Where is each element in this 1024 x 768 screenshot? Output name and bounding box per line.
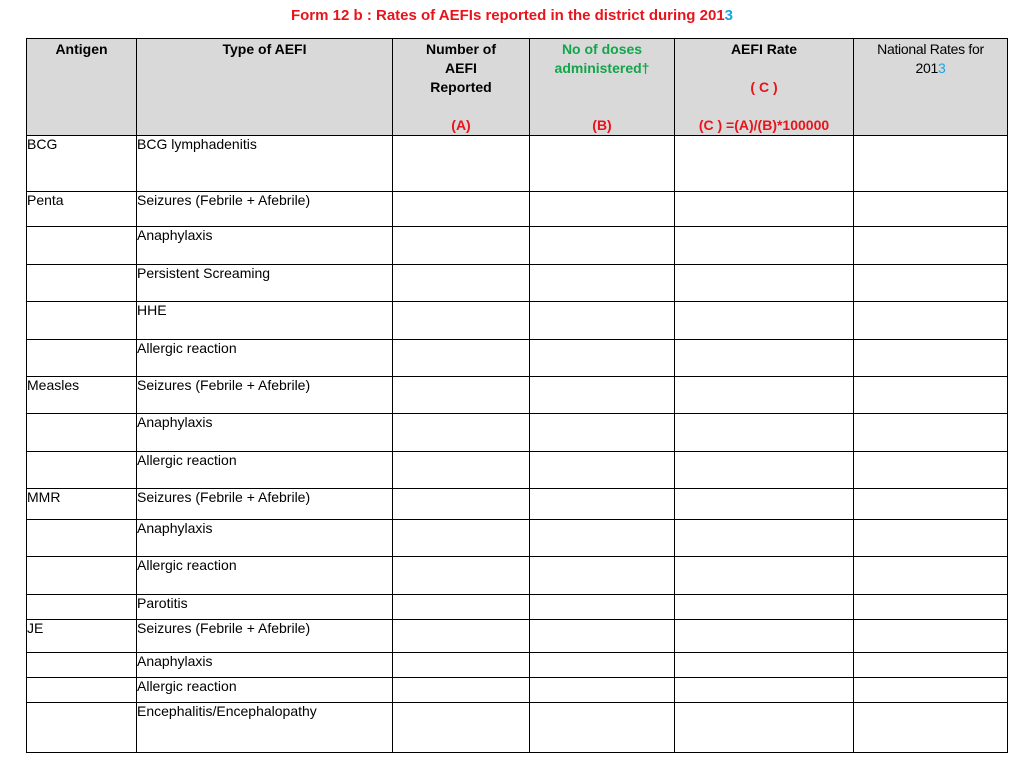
national-rate-cell <box>854 302 1008 340</box>
doses-administered-cell <box>530 678 675 703</box>
form-title-text: Form 12 b : Rates of AEFIs reported in the district during 201 <box>290 7 725 24</box>
national-rate-cell <box>854 340 1008 377</box>
national-rate-cell <box>854 227 1008 265</box>
aefi-type-cell: Allergic reaction <box>137 452 393 489</box>
doses-administered-cell <box>530 595 675 620</box>
header-number-reported <box>393 39 530 136</box>
header-number-line1: Number of <box>426 41 496 57</box>
aefi-type-cell: Persistent Screaming <box>137 265 393 302</box>
antigen-cell <box>27 302 137 340</box>
header-doses-line2: administered† <box>554 60 650 76</box>
aefi-type-cell: BCG lymphadenitis <box>137 136 393 192</box>
aefi-rate-cell <box>675 340 854 377</box>
doses-administered-cell <box>530 414 675 452</box>
table-row <box>27 265 1008 302</box>
header-number-line3: Reported <box>430 79 492 95</box>
aefi-rate-cell <box>675 620 854 653</box>
doses-administered-cell <box>530 557 675 595</box>
number-reported-cell <box>393 414 530 452</box>
aefi-rate-cell <box>675 192 854 227</box>
aefi-type-cell: Anaphylaxis <box>137 227 393 265</box>
number-reported-cell <box>393 703 530 753</box>
header-national-rates <box>854 39 1008 136</box>
header-aefi-rate <box>675 39 854 136</box>
table-row <box>27 620 1008 653</box>
national-rate-cell <box>854 678 1008 703</box>
antigen-cell: BCG <box>27 136 137 192</box>
header-rate-formula: (C ) =(A)/(B)*100000 <box>698 117 830 133</box>
doses-administered-cell <box>530 192 675 227</box>
header-national-year-digit: 3 <box>937 60 946 76</box>
number-reported-cell <box>393 595 530 620</box>
aefi-type-cell: Parotitis <box>137 595 393 620</box>
national-rate-cell <box>854 192 1008 227</box>
aefi-rate-cell <box>675 377 854 414</box>
antigen-cell <box>27 520 137 557</box>
table-row <box>27 557 1008 595</box>
national-rate-cell <box>854 489 1008 520</box>
number-reported-cell <box>393 452 530 489</box>
header-row <box>27 39 1008 136</box>
doses-administered-cell <box>530 136 675 192</box>
aefi-rate-cell <box>675 678 854 703</box>
aefi-rate-cell <box>675 653 854 678</box>
antigen-cell: Measles <box>27 377 137 414</box>
table-row <box>27 653 1008 678</box>
table-row <box>27 136 1008 192</box>
aefi-type-cell: Seizures (Febrile + Afebrile) <box>137 377 393 414</box>
doses-administered-cell <box>530 620 675 653</box>
aefi-rate-cell <box>675 703 854 753</box>
number-reported-cell <box>393 489 530 520</box>
header-number-line2: AEFI <box>445 60 477 76</box>
national-rate-cell <box>854 377 1008 414</box>
aefi-rate-cell <box>675 452 854 489</box>
number-reported-cell <box>393 192 530 227</box>
aefi-type-cell: Anaphylaxis <box>137 414 393 452</box>
antigen-cell <box>27 678 137 703</box>
national-rate-cell <box>854 703 1008 753</box>
doses-administered-cell <box>530 452 675 489</box>
national-rate-cell <box>854 136 1008 192</box>
header-rate-line2: ( C ) <box>750 79 778 95</box>
header-national-line1: National Rates for <box>877 41 984 57</box>
doses-administered-cell <box>530 340 675 377</box>
table-row <box>27 192 1008 227</box>
antigen-cell <box>27 653 137 678</box>
header-doses-administered <box>530 39 675 136</box>
header-antigen: Antigen <box>27 39 137 136</box>
form-title <box>0 7 1024 24</box>
number-reported-cell <box>393 520 530 557</box>
number-reported-cell <box>393 678 530 703</box>
aefi-rate-cell <box>675 265 854 302</box>
aefi-type-cell: Seizures (Febrile + Afebrile) <box>137 192 393 227</box>
number-reported-cell <box>393 620 530 653</box>
table-row <box>27 489 1008 520</box>
aefi-type-cell: Allergic reaction <box>137 557 393 595</box>
number-reported-cell <box>393 340 530 377</box>
national-rate-cell <box>854 265 1008 302</box>
table-row <box>27 452 1008 489</box>
doses-administered-cell <box>530 489 675 520</box>
number-reported-cell <box>393 302 530 340</box>
national-rate-cell <box>854 414 1008 452</box>
table-row <box>27 377 1008 414</box>
national-rate-cell <box>854 452 1008 489</box>
header-national-line2: 2013 <box>915 60 946 76</box>
number-reported-cell <box>393 265 530 302</box>
aefi-rate-cell <box>675 489 854 520</box>
aefi-rate-cell <box>675 557 854 595</box>
aefi-type-cell: Encephalitis/Encephalopathy <box>137 703 393 753</box>
antigen-cell <box>27 414 137 452</box>
national-rate-cell <box>854 557 1008 595</box>
national-rate-cell <box>854 620 1008 653</box>
national-rate-cell <box>854 595 1008 620</box>
antigen-cell <box>27 227 137 265</box>
aefi-type-cell: Allergic reaction <box>137 678 393 703</box>
number-reported-cell <box>393 557 530 595</box>
national-rate-cell <box>854 520 1008 557</box>
number-reported-cell <box>393 136 530 192</box>
table-row <box>27 340 1008 377</box>
antigen-cell: JE <box>27 620 137 653</box>
doses-administered-cell <box>530 302 675 340</box>
antigen-cell: MMR <box>27 489 137 520</box>
aefi-rate-cell <box>675 595 854 620</box>
doses-administered-cell <box>530 520 675 557</box>
doses-administered-cell <box>530 653 675 678</box>
aefi-type-cell: HHE <box>137 302 393 340</box>
antigen-cell: Penta <box>27 192 137 227</box>
antigen-cell <box>27 595 137 620</box>
number-reported-cell <box>393 227 530 265</box>
table-row <box>27 414 1008 452</box>
aefi-type-cell: Anaphylaxis <box>137 520 393 557</box>
doses-administered-cell <box>530 377 675 414</box>
number-reported-cell <box>393 377 530 414</box>
aefi-rate-cell <box>675 520 854 557</box>
doses-administered-cell <box>530 265 675 302</box>
national-rate-cell <box>854 653 1008 678</box>
aefi-rate-cell <box>675 414 854 452</box>
table-row <box>27 703 1008 753</box>
aefi-type-cell: Anaphylaxis <box>137 653 393 678</box>
doses-administered-cell <box>530 703 675 753</box>
aefi-rates-table <box>26 38 1008 753</box>
antigen-cell <box>27 265 137 302</box>
header-rate-line1: AEFI Rate <box>730 41 798 57</box>
header-doses-code: (B) <box>592 117 612 133</box>
antigen-cell <box>27 452 137 489</box>
table-row <box>27 227 1008 265</box>
header-type-of-aefi: Type of AEFI <box>137 39 393 136</box>
aefi-rate-cell <box>675 136 854 192</box>
aefi-type-cell: Allergic reaction <box>137 340 393 377</box>
table-row <box>27 302 1008 340</box>
aefi-type-cell: Seizures (Febrile + Afebrile) <box>137 489 393 520</box>
antigen-cell <box>27 557 137 595</box>
header-doses-line1: No of doses <box>561 41 643 57</box>
aefi-type-cell: Seizures (Febrile + Afebrile) <box>137 620 393 653</box>
number-reported-cell <box>393 653 530 678</box>
form-title-year-digit: 3 <box>724 7 734 24</box>
doses-administered-cell <box>530 227 675 265</box>
antigen-cell <box>27 703 137 753</box>
header-number-code: (A) <box>451 117 471 133</box>
table-row <box>27 595 1008 620</box>
table-row <box>27 678 1008 703</box>
antigen-cell <box>27 340 137 377</box>
aefi-rate-cell <box>675 302 854 340</box>
aefi-rate-cell <box>675 227 854 265</box>
table-row <box>27 520 1008 557</box>
